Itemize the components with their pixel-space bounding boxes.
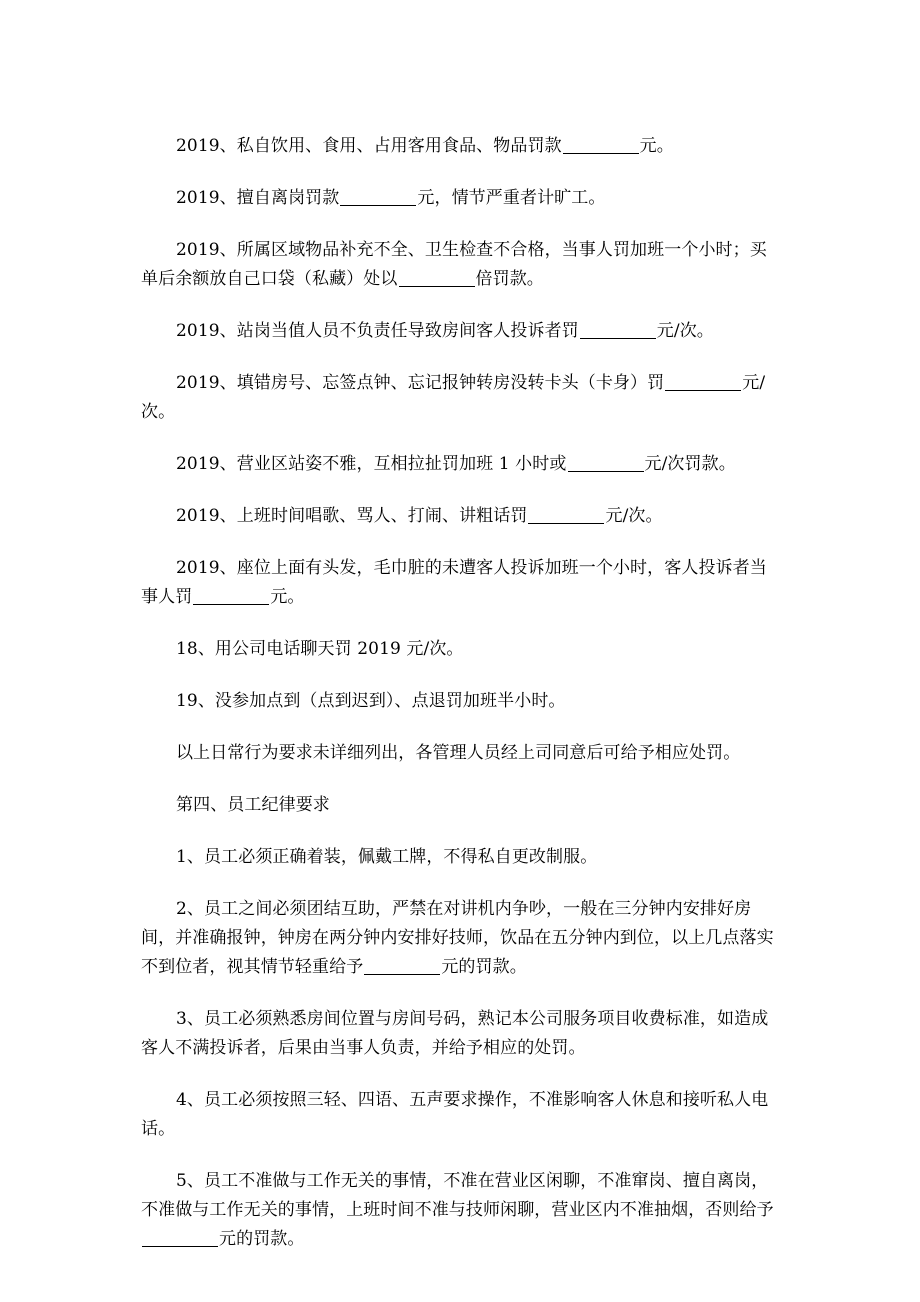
fill-in-blank <box>580 320 656 339</box>
paragraph-16 <box>141 1086 781 1144</box>
paragraph-2-text-before: 2019、擅自离岗罚款 <box>176 188 340 208</box>
paragraph-14-text-after: 元的罚款。 <box>441 957 527 977</box>
paragraph-13-text: 1、员工必须正确着装，佩戴工牌，不得私自更改制服。 <box>176 847 598 867</box>
paragraph-5 <box>141 369 781 427</box>
paragraph-2 <box>141 184 781 213</box>
paragraph-5-text-before: 2019、填错房号、忘签点钟、忘记报钟转房没转卡头（卡身）罚 <box>176 373 665 393</box>
paragraph-7-text-after: 元/次。 <box>605 506 663 526</box>
paragraph-13 <box>141 843 781 872</box>
document-body <box>141 132 781 1277</box>
paragraph-6 <box>141 450 781 479</box>
paragraph-17-text-before: 5、员工不准做与工作无关的事情，不准在营业区闲聊，不准窜岗、擅自离岗，不准做与工作无关的事情，上班时间不准与技师闲聊，营业区内不准抽烟，否则给予 <box>141 1171 774 1220</box>
fill-in-blank <box>399 268 475 287</box>
paragraph-11-text: 以上日常行为要求未详细列出，各管理人员经上司同意后可给予相应处罚。 <box>176 743 741 763</box>
paragraph-4-text-before: 2019、站岗当值人员不负责任导致房间客人投诉者罚 <box>176 321 579 341</box>
fill-in-blank <box>665 372 741 391</box>
fill-in-blank <box>142 1228 218 1247</box>
paragraph-7-text-before: 2019、上班时间唱歌、骂人、打闹、讲粗话罚 <box>176 506 528 526</box>
fill-in-blank <box>193 586 269 605</box>
paragraph-15 <box>141 1005 781 1063</box>
section-heading <box>141 791 781 820</box>
paragraph-8-text-before: 2019、座位上面有头发，毛巾脏的未遭客人投诉加班一个小时，客人投诉者当事人罚 <box>141 558 767 607</box>
fill-in-blank <box>568 453 644 472</box>
fill-in-blank <box>563 135 639 154</box>
paragraph-8 <box>141 554 781 612</box>
paragraph-10 <box>141 687 781 716</box>
paragraph-5-text-after: 元/次。 <box>141 373 766 422</box>
paragraph-6-text-before: 2019、营业区站姿不雅，互相拉扯罚加班 1 小时或 <box>176 454 567 474</box>
paragraph-2-text-after: 元，情节严重者计旷工。 <box>417 188 606 208</box>
paragraph-1 <box>141 132 781 161</box>
fill-in-blank <box>364 956 440 975</box>
paragraph-9-text: 18、用公司电话聊天罚 2019 元/次。 <box>176 639 464 659</box>
paragraph-6-text-after: 元/次罚款。 <box>644 454 736 474</box>
paragraph-10-text: 19、没参加点到（点到迟到）、点退罚加班半小时。 <box>176 691 566 711</box>
paragraph-11 <box>141 739 781 768</box>
paragraph-16-text: 4、员工必须按照三轻、四语、五声要求操作，不准影响客人休息和接听私人电话。 <box>141 1090 769 1139</box>
paragraph-1-text-before: 2019、私自饮用、食用、占用客用食品、物品罚款 <box>176 136 562 156</box>
paragraph-4-text-after: 元/次。 <box>656 321 714 341</box>
paragraph-17 <box>141 1167 781 1254</box>
paragraph-7 <box>141 502 781 531</box>
paragraph-14-text-before: 2、员工之间必须团结互助，严禁在对讲机内争吵，一般在三分钟内安排好房间，并准确报钟，钟房在两分钟内安排好技师，饮品在五分钟内到位，以上几点落实不到位者，视其情节轻重给予 <box>141 899 774 977</box>
section-heading-text: 第四、员工纪律要求 <box>176 795 330 815</box>
paragraph-3 <box>141 236 781 294</box>
paragraph-14 <box>141 895 781 982</box>
paragraph-1-text-after: 元。 <box>639 136 674 156</box>
paragraph-8-text-after: 元。 <box>270 587 305 607</box>
paragraph-4 <box>141 317 781 346</box>
paragraph-3-text-after: 倍罚款。 <box>475 269 544 289</box>
fill-in-blank <box>528 505 604 524</box>
paragraph-15-text: 3、员工必须熟悉房间位置与房间号码，熟记本公司服务项目收费标准，如造成客人不满投诉者，后果由当事人负责，并给予相应的处罚。 <box>141 1009 769 1058</box>
paragraph-17-text-after: 元的罚款。 <box>219 1229 305 1249</box>
fill-in-blank <box>340 187 416 206</box>
paragraph-3-text-before: 2019、所属区域物品补充不全、卫生检查不合格，当事人罚加班一个小时；买单后余额放自己口袋（私藏）处以 <box>141 240 767 289</box>
paragraph-9 <box>141 635 781 664</box>
